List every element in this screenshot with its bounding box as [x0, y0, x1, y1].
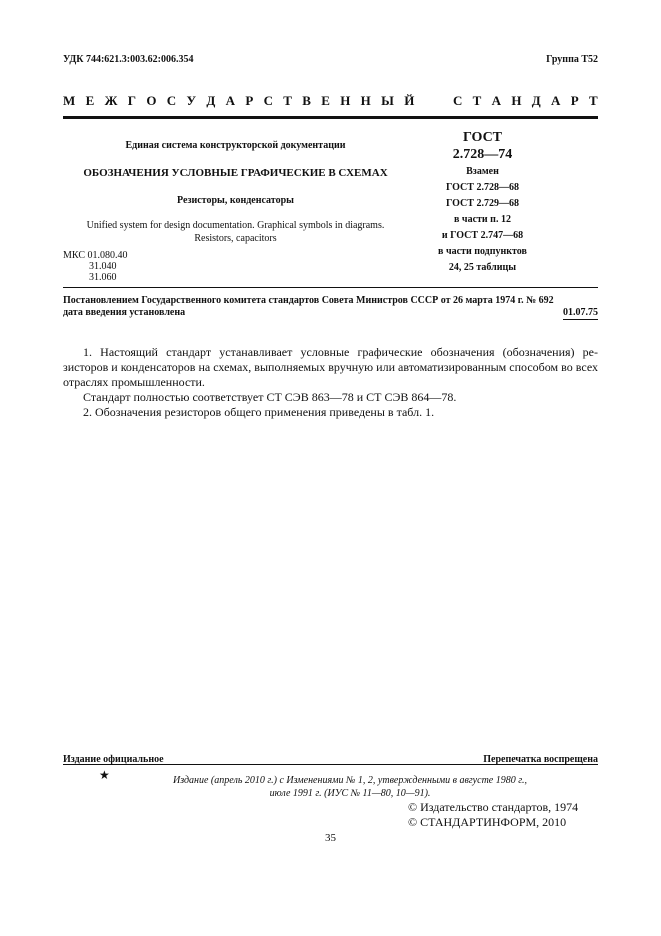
document-subtitle: Резисторы, конденсаторы [177, 195, 294, 206]
effective-date-label: дата введения установлена [63, 307, 186, 318]
english-title-line-2: Resistors, capacitors [194, 233, 277, 244]
footer-rule [63, 764, 598, 765]
banner-letter: Г [127, 93, 137, 108]
banner-letter: Н [511, 93, 522, 108]
effective-date: 01.07.75 [563, 307, 598, 318]
banner-letter: М [63, 93, 76, 108]
replaced-standard-2: ГОСТ 2.729—68 [446, 198, 519, 209]
banner-letter: Й [404, 93, 415, 108]
star-icon: ★ [99, 768, 110, 782]
banner-letter: Т [283, 93, 292, 108]
banner-letter: Н [340, 93, 351, 108]
banner-letter: Н [360, 93, 371, 108]
paragraph-1: 1. Настоящий стандарт устанавливает условные графические обозначения (обозначения) ре-зисторов и конденсаторов на схемах, выполняемых вручную или автоматизированным способом во всех отраслях промышленности. [63, 345, 598, 389]
standard-banner [63, 93, 598, 109]
banner-letter: С [166, 93, 177, 108]
banner-word-gap [425, 93, 443, 109]
banner-letter: Д [206, 93, 216, 108]
edition-note-line-2: июле 1991 г. (ИУС № 11—80, 10—91). [269, 788, 431, 799]
banner-letter: О [146, 93, 157, 108]
banner-letter: А [551, 93, 561, 108]
edition-note [140, 774, 560, 800]
banner-letter: А [491, 93, 502, 108]
top-rule [63, 116, 598, 119]
reprint-prohibited-label: Перепечатка воспрещена [483, 754, 598, 765]
paragraph-3: 2. Обозначения резисторов общего применения приведены в табл. 1. [83, 405, 435, 419]
decree-rule [63, 287, 598, 288]
udk-code: УДК 744:621.3:003.62:006.354 [63, 54, 194, 65]
banner-letter: Т [589, 93, 598, 108]
banner-letter: Е [85, 93, 95, 108]
replaced-clause-1: в части п. 12 [454, 214, 511, 225]
banner-letter: У [186, 93, 197, 108]
replaced-clause-3: 24, 25 таблицы [448, 262, 517, 273]
gost-number: 2.728—74 [452, 147, 513, 162]
body-text [63, 345, 598, 420]
copyright-2: © СТАНДАРТИНФОРМ, 2010 [408, 815, 567, 829]
english-title-line-1: Unified system for design documentation. Graphical symbols in diagrams. [86, 220, 385, 231]
page-number: 35 [325, 832, 336, 844]
banner-letter: Ж [104, 93, 118, 108]
system-name: Единая система конструкторской документации [125, 140, 346, 151]
gost-number-block [420, 130, 545, 276]
replaced-label: Взамен [466, 166, 499, 177]
replaced-clause-2: в части подпунктов [438, 246, 527, 257]
document-title: ОБОЗНАЧЕНИЯ УСЛОВНЫЕ ГРАФИЧЕСКИЕ В СХЕМАХ [83, 167, 388, 179]
banner-letter: В [302, 93, 311, 108]
group-code: Группа Т52 [546, 54, 598, 65]
english-title [63, 219, 408, 245]
replaced-standard-3: и ГОСТ 2.747—68 [441, 230, 524, 241]
copyright-block [408, 800, 598, 830]
official-edition-label: Издание официальное [63, 754, 164, 765]
banner-letter: Ы [381, 93, 394, 108]
mks-code-2: 31.040 [89, 261, 117, 272]
mks-code-1: МКС 01.080.40 [63, 250, 128, 261]
banner-letter: Р [245, 93, 254, 108]
decree-block [63, 295, 598, 320]
title-block [63, 132, 408, 283]
gost-label: ГОСТ [462, 130, 503, 145]
replaced-standard-1: ГОСТ 2.728—68 [446, 182, 519, 193]
banner-letter: С [263, 93, 273, 108]
paragraph-2: Стандарт полностью соответствует СТ СЭВ 863—78 и СТ СЭВ 864—78. [83, 390, 457, 404]
mks-codes [63, 250, 408, 283]
banner-letter: Р [570, 93, 579, 108]
mks-code-3: 31.060 [89, 272, 117, 283]
copyright-1: © Издательство стандартов, 1974 [408, 800, 579, 814]
banner-letter: С [452, 93, 463, 108]
banner-letter: Д [531, 93, 541, 108]
banner-letter: Е [321, 93, 330, 108]
edition-note-line-1: Издание (апрель 2010 г.) с Изменениями № 1, 2, утвержденными в августе 1980 г., [172, 775, 527, 786]
banner-letter: А [225, 93, 235, 108]
banner-letter: Т [472, 93, 482, 108]
decree-text: Постановлением Государственного комитета стандартов Совета Министров СССР от 26 марта 1974 г. № 692 [63, 295, 554, 306]
